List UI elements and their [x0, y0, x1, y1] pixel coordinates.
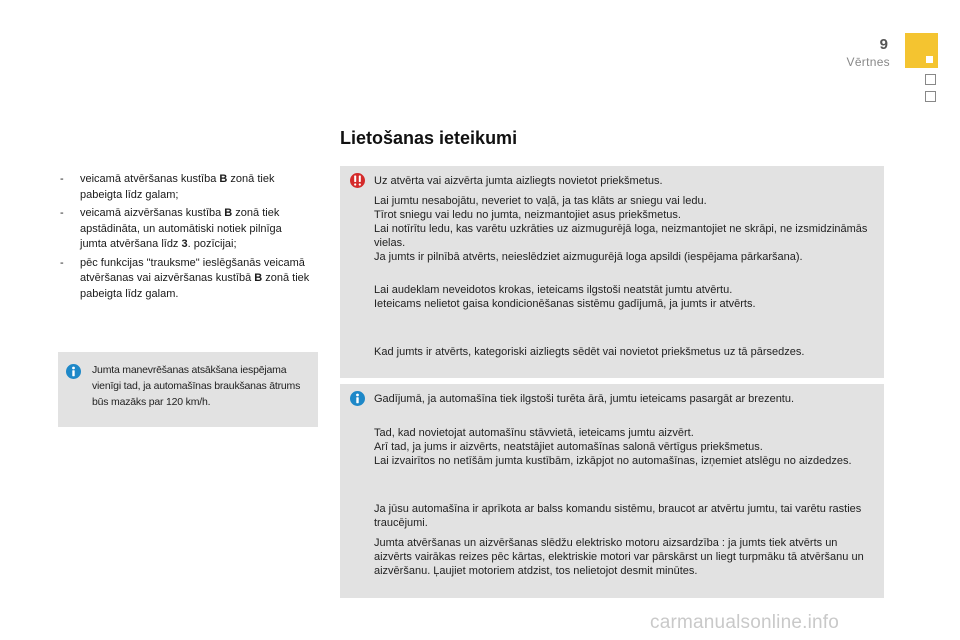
page-number: 9: [879, 36, 888, 53]
chapter-tab-active[interactable]: [905, 33, 938, 68]
info-paragraph: Ja jūsu automašīna ir aprīkota ar balss komandu sistēmu, braucot ar atvērtu jumtu, tai varētu rasties traucējumi.: [374, 503, 862, 530]
info-paragraph: Tad, kad novietojat automašīnu stāvvietā, ieteicams jumtu aizvērt.: [374, 427, 694, 439]
warning-paragraph: Lai jumtu nesabojātu, neveriet to vaļā, ja tas klāts ar sniegu vai ledu.: [374, 195, 707, 207]
warning-paragraph: Lai audeklam neveidotos krokas, ieteicams ilgstoši neatstāt jumtu atvērtu.: [374, 284, 733, 296]
info-box: [340, 384, 884, 598]
info-paragraph: Gadījumā, ja automašīna tiek ilgstoši turēta ārā, jumtu ieteicams pasargāt ar brezentu.: [374, 393, 795, 405]
info-icon: [66, 364, 81, 379]
list-item: - veicamā atvēršanas kustība B zonā tiek pabeigta līdz galam;: [60, 173, 275, 201]
bullet-list: [60, 172, 310, 305]
chapter-tab-empty-icon[interactable]: [925, 74, 936, 85]
warning-paragraph: Lai notīrītu ledu, kas varētu uzkrāties uz aizmugurējā loga, neizmantojiet ne skrāpi, ne izsmidzināmās vielas.: [374, 223, 868, 250]
warning-paragraph: Ieteicams nelietot gaisa kondicionēšanas sistēmu gadījumā, ja jumts ir atvērts.: [374, 298, 756, 310]
watermark-text: carmanualsonline.info: [650, 612, 840, 633]
info-note-text: Jumta manevrēšanas atsākšana iespējama vienīgi tad, ja automašīnas braukšanas ātrums būs mazāks par 120 km/h.: [92, 364, 301, 408]
info-paragraph: Lai izvairītos no netīšām jumta kustībām, izkāpjot no automašīnas, izņemiet atslēgu no aizdedzes.: [374, 455, 852, 467]
info-note-box: [58, 352, 318, 427]
warning-paragraph: Tīrot sniegu vai ledu no jumta, neizmantojiet asus priekšmetus.: [374, 209, 681, 221]
tab-marker-icon: [926, 56, 933, 63]
warning-paragraph: Kad jumts ir atvērts, kategoriski aizliegts sēdēt vai novietot priekšmetus uz tā pārsedzes.: [374, 346, 805, 358]
chapter-tab-empty-icon[interactable]: [925, 91, 936, 102]
warning-paragraph: Ja jumts ir pilnībā atvērts, neieslēdziet aizmugurējā loga apsildi (iespējama pārkaršana).: [374, 251, 803, 263]
warning-paragraph: Uz atvērta vai aizvērta jumta aizliegts novietot priekšmetus.: [374, 175, 663, 187]
list-item: - pēc funkcijas "trauksme" ieslēgšanās veicamā atvēršanas vai aizvēršanas kustībā B zonā tiek pabeigta līdz galam.: [60, 256, 310, 300]
list-item: - veicamā aizvēršanas kustība B zonā tiek apstādināta, un automātiski notiek pilnīga jumta atvēršana līdz 3. pozīcijai;: [60, 207, 282, 250]
info-icon: [350, 391, 365, 406]
warning-box: [340, 166, 884, 378]
section-title: Vērtnes: [846, 55, 890, 69]
page-title: Lietošanas ieteikumi: [340, 128, 518, 148]
warning-icon: [350, 173, 365, 188]
info-paragraph: Jumta atvēršanas un aizvēršanas slēdžu elektrisko motoru aizsardzība : ja jumts tiek atvērts un aizvērts vairākas reizes pēc kārtas, elektriskie motori var pārskārst un liegt turpmāku tā atvēršanu un aizvēršanu. Ļaujiet motoriem atdzist, tos nelietojot desmit minūtes.: [374, 537, 864, 578]
info-paragraph: Arī tad, ja jums ir aizvērts, neatstājiet automašīnas salonā vērtīgus priekšmetus.: [374, 441, 763, 453]
